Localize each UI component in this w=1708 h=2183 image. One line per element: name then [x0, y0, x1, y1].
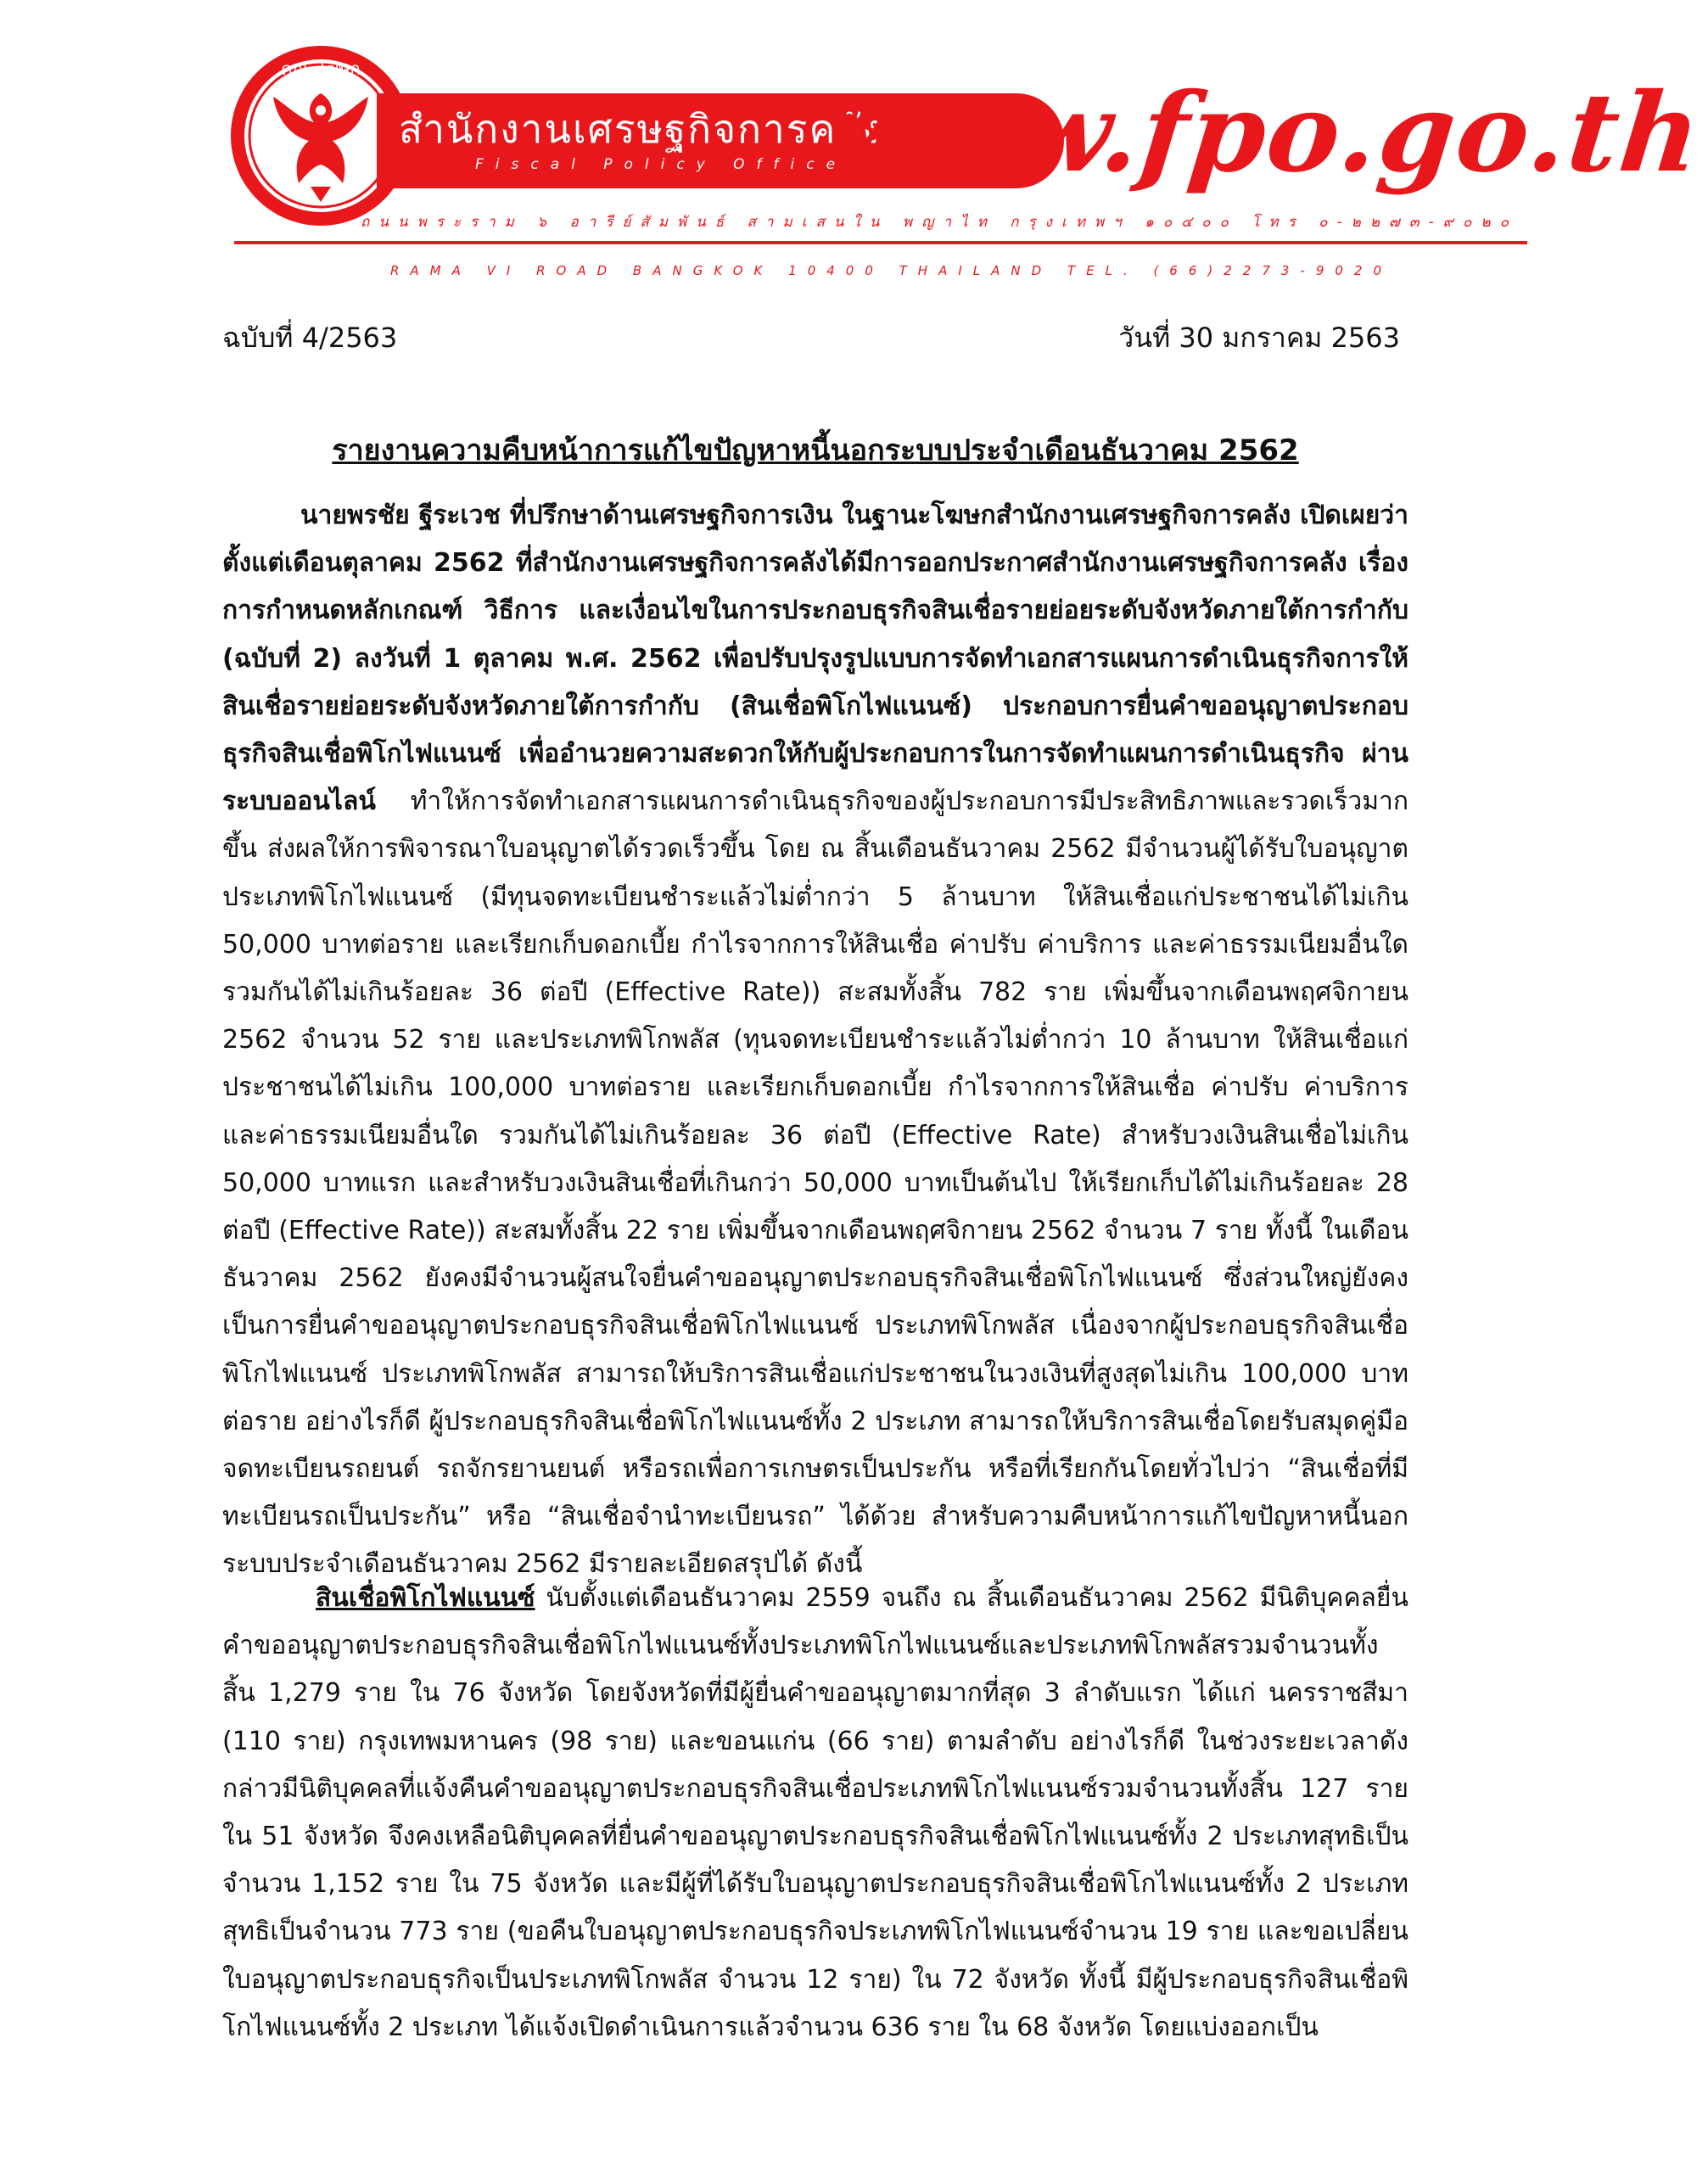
org-name-english: Fiscal Policy Office: [475, 156, 848, 173]
paragraph-1-lead: นายพรชัย ฐีระเวช ที่ปรึกษาด้านเศรษฐกิจการเงิน ในฐานะโฆษกสำนักงานเศรษฐกิจการคลัง เปิดเผยว่า ตั้งแต่เดือนตุลาคม 2562 ที่สำนักงานเศรษฐกิจการคลังได้มีการออกประกาศสำนักงานเศรษฐกิจการคลัง เรื่อง การกำหนดหลักเกณฑ์ วิธีการ และเงื่อนไขในการประกอบธุรกิจสินเชื่อรายย่อยระดับจังหวัดภายใต้การกำกับ (ฉบับที่ 2) ลงวันที่ 1 ตุลาคม พ.ศ. 2562 เพื่อปรับปรุงรูปแบบการจัดทำเอกสารแผนการดำเนินธุรกิจการให้สินเชื่อรายย่อยระดับจังหวัดภายใต้การกำกับ (สินเชื่อพิโกไฟแนนซ์) ประกอบการยื่นคำขออนุญาตประกอบธุรกิจสินเชื่อพิโกไฟแนนซ์ เพื่ออำนวยความสะดวกให้กับผู้ประกอบการในการจัดทำแผนการดำเนินธุรกิจ ผ่านระบบออนไลน์: [222, 501, 1408, 817]
letterhead: [221, 24, 1708, 295]
document-number: ฉบับที่ 4/2563: [222, 322, 398, 354]
paragraph-2-body: นับตั้งแต่เดือนธันวาคม 2559 จนถึง ณ สิ้นเดือนธันวาคม 2562 มีนิติบุคคลยื่นคำขออนุญาตประกอบธุรกิจสินเชื่อพิโกไฟแนนซ์ทั้งประเภทพิโกไฟแนนซ์และประเภทพิโกพลัสรวมจำนวนทั้งสิ้น 1,279 ราย ใน 76 จังหวัด โดยจังหวัดที่มีผู้ยื่นคำขออนุญาตมากที่สุด 3 ลำดับแรก ได้แก่ นครราชสีมา (110 ราย) กรุงเทพมหานคร (98 ราย) และขอนแก่น (66 ราย) ตามลำดับ อย่างไรก็ดี ในช่วงระยะเวลาดังกล่าวมีนิติบุคคลที่แจ้งคืนคำขออนุญาตประกอบธุรกิจสินเชื่อประเภทพิโกไฟแนนซ์รวมจำนวนทั้งสิ้น 127 ราย ใน 51 จังหวัด จึงคงเหลือนิติบุคคลที่ยื่นคำขออนุญาตประกอบธุรกิจสินเชื่อพิโกไฟแนนซ์ทั้ง 2 ประเภทสุทธิเป็นจำนวน 1,152 ราย ใน 75 จังหวัด และมีผู้ที่ได้รับใบอนุญาตประกอบธุรกิจสินเชื่อพิโกไฟแนนซ์ทั้ง 2 ประเภทสุทธิเป็นจำนวน 773 ราย (ขอคืนใบอนุญาตประกอบธุรกิจประเภทพิโกไฟแนนซ์จำนวน 19 ราย และขอเปลี่ยนใบอนุญาตประกอบธุรกิจเป็นประเภทพิโกพลัส จำนวน 12 ราย) ใน 72 จังหวัด ทั้งนี้ มีผู้ประกอบธุรกิจสินเชื่อพิโกไฟแนนซ์ทั้ง 2 ประเภท ได้แจ้งเปิดดำเนินการแล้วจำนวน 636 ราย ใน 68 จังหวัด โดยแบ่งออกเป็น: [222, 1583, 1408, 2042]
letterhead-divider: [234, 241, 1527, 244]
paragraph-2: [222, 1575, 1408, 2051]
website-url[interactable]: www.fpo.go.th: [820, 70, 1708, 197]
seal-text: คณะโฆษก: [281, 59, 361, 79]
paragraph-2-heading: สินเชื่อพิโกไฟแนนซ์: [316, 1583, 535, 1613]
org-name-thai: สำนักงานเศรษฐกิจการคลัง: [399, 106, 883, 152]
document-date: วันที่ 30 มกราคม 2563: [1118, 322, 1400, 354]
address-thai: ถนนพระราม ๖ อารีย์สัมพันธ์ สามเสนใน พญาไท กรุงเทพฯ ๑๐๔๐๐ โทร ๐-๒๒๗๓-๙๐๒๐: [361, 214, 1519, 231]
address-english: RAMA VI ROAD BANGKOK 10400 THAILAND TEL. (66)2273-9020: [390, 263, 1393, 278]
document-title: รายงานความคืบหน้าการแก้ไขปัญหาหนี้นอกระบบประจำเดือนธันวาคม 2562: [332, 434, 1299, 467]
paragraph-1: [222, 492, 1408, 1589]
paragraph-1-body: ทำให้การจัดทำเอกสารแผนการดำเนินธุรกิจของผู้ประกอบการมีประสิทธิภาพและรวดเร็วมากขึ้น ส่งผลให้การพิจารณาใบอนุญาตได้รวดเร็วขึ้น โดย ณ สิ้นเดือนธันวาคม 2562 มีจำนวนผู้ได้รับใบอนุญาตประเภทพิโกไฟแนนซ์ (มีทุนจดทะเบียนชำระแล้วไม่ต่ำกว่า 5 ล้านบาท ให้สินเชื่อแก่ประชาชนได้ไม่เกิน 50,000 บาทต่อราย และเรียกเก็บดอกเบี้ย กำไรจากการให้สินเชื่อ ค่าปรับ ค่าบริการ และค่าธรรมเนียมอื่นใด รวมกันได้ไม่เกินร้อยละ 36 ต่อปี (Effective Rate)) สะสมทั้งสิ้น 782 ราย เพิ่มขึ้นจากเดือนพฤศจิกายน 2562 จำนวน 52 ราย และประเภทพิโกพลัส (ทุนจดทะเบียนชำระแล้วไม่ต่ำกว่า 10 ล้านบาท ให้สินเชื่อแก่ประชาชนได้ไม่เกิน 100,000 บาทต่อราย และเรียกเก็บดอกเบี้ย กำไรจากการให้สินเชื่อ ค่าปรับ ค่าบริการ และค่าธรรมเนียมอื่นใด รวมกันได้ไม่เกินร้อยละ 36 ต่อปี (Effective Rate) สำหรับวงเงินสินเชื่อไม่เกิน 50,000 บาทแรก และสำหรับวงเงินสินเชื่อที่เกินกว่า 50,000 บาทเป็นต้นไป ให้เรียกเก็บได้ไม่เกินร้อยละ 28 ต่อปี (Effective Rate)) สะสมทั้งสิ้น 22 ราย เพิ่มขึ้นจากเดือนพฤศจิกายน 2562 จำนวน 7 ราย ทั้งนี้ ในเดือนธันวาคม 2562 ยังคงมีจำนวนผู้สนใจยื่นคำขออนุญาตประกอบธุรกิจสินเชื่อพิโกไฟแนนซ์ ซึ่งส่วนใหญ่ยังคงเป็นการยื่นคำขออนุญาตประกอบธุรกิจสินเชื่อพิโกไฟแนนซ์ ประเภทพิโกพลัส เนื่องจากผู้ประกอบธุรกิจสินเชื่อพิโกไฟแนนซ์ ประเภทพิโกพลัส สามารถให้บริการสินเชื่อแก่ประชาชนในวงเงินที่สูงสุดไม่เกิน 100,000 บาทต่อราย อย่างไรก็ดี ผู้ประกอบธุรกิจสินเชื่อพิโกไฟแนนซ์ทั้ง 2 ประเภท สามารถให้บริการสินเชื่อโดยรับสมุดคู่มือจดทะเบียนรถยนต์ รถจักรยานยนต์ หรือรถเพื่อการเกษตรเป็นประกัน หรือที่เรียกกันโดยทั่วไปว่า “สินเชื่อที่มีทะเบียนรถเป็นประกัน” หรือ “สินเชื่อจำนำทะเบียนรถ” ได้ด้วย สำหรับความคืบหน้าการแก้ไขปัญหาหนี้นอกระบบประจำเดือนธันวาคม 2562 มีรายละเอียดสรุปได้ ดังนี้: [222, 786, 1408, 1580]
